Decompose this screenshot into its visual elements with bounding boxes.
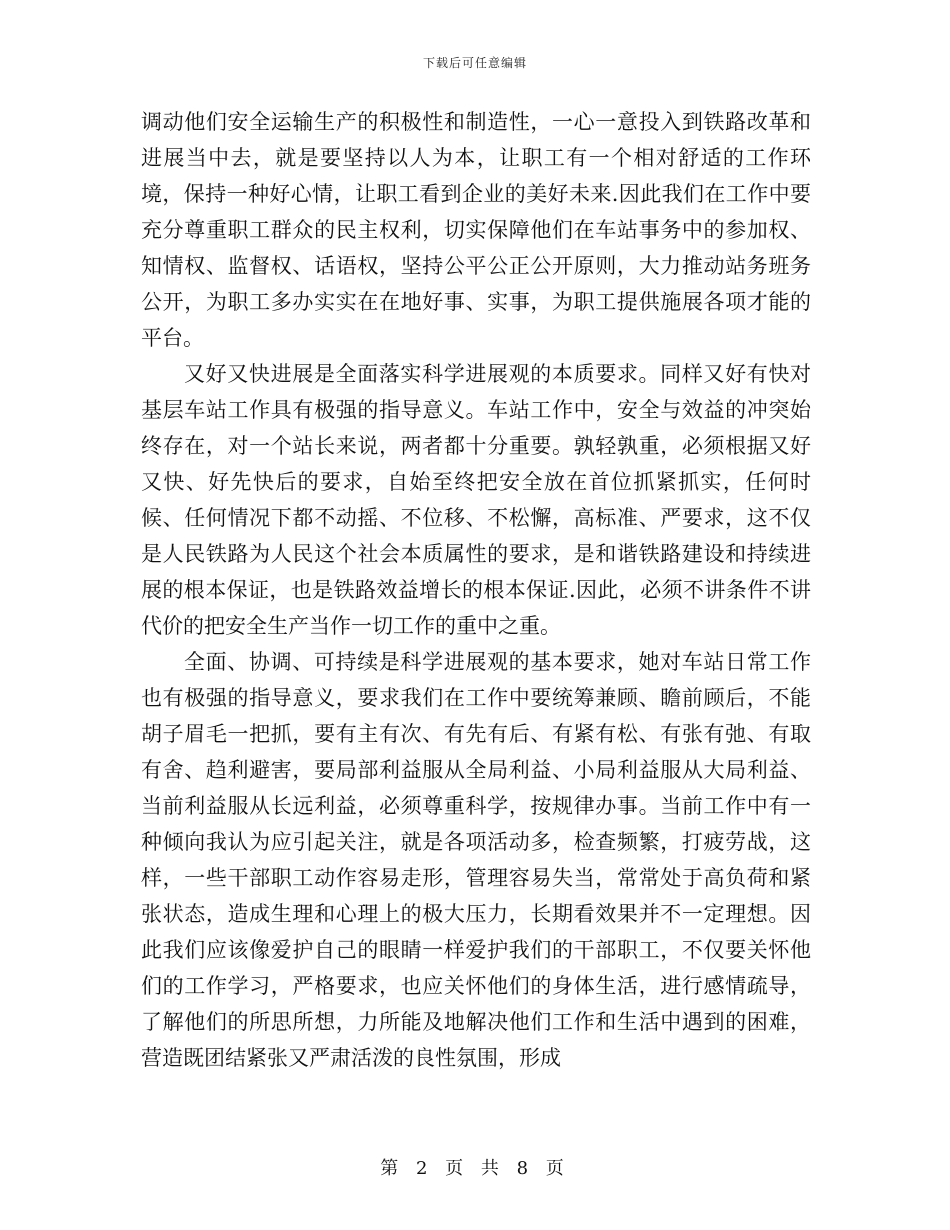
header-note: 下载后可任意编辑	[422, 56, 527, 70]
page-number: 第 2 页 共 8 页	[380, 1158, 570, 1179]
paragraph-1: 调动他们安全运输生产的积极性和制造性，一心一意投入到铁路改革和进展当中去，就是要坚持以人为本，让职工有一个相对舒适的工作环境，保持一种好心情，让职工看到企业的美好未来.因此我们在工作中要充分尊重职工群众的民主权利，切实保障他们在车站事务中的参加权、知情权、监督权、话语权，坚持公平公正公开原则，大力推动站务班务公开，为职工多办实实在在地好事、实事，为职工提供施展各项才能的平台。	[141, 110, 811, 350]
paragraph-2: 又好又快进展是全面落实科学进展观的本质要求。同样又好有快对基层车站工作具有极强的指导意义。车站工作中，安全与效益的冲突始终存在，对一个站长来说，两者都十分重要。孰轻孰重，必须根据又好又快、好先快后的要求，自始至终把安全放在首位抓紧抓实，任何时候、任何情况下都不动摇、不位移、不松懈，高标准、严要求，这不仅是人民铁路为人民这个社会本质属性的要求，是和谐铁路建设和持续进展的根本保证，也是铁路效益增长的根本保证.因此，必须不讲条件不讲代价的把安全生产当作一切工作的重中之重。	[141, 362, 811, 638]
body-text	[141, 104, 811, 1076]
paragraph-3: 全面、协调、可持续是科学进展观的基本要求，她对车站日常工作也有极强的指导意义，要求我们在工作中要统筹兼顾、瞻前顾后，不能胡子眉毛一把抓，要有主有次、有先有后、有紧有松、有张有弛、有取有舍、趋利避害，要局部利益服从全局利益、小局利益服从大局利益、当前利益服从长远利益，必须尊重科学，按规律办事。当前工作中有一种倾向我认为应引起关注，就是各项活动多，检查频繁，打疲劳战，这样，一些干部职工动作容易走形，管理容易失当，常常处于高负荷和紧张状态，造成生理和心理上的极大压力，长期看效果并不一定理想。因此我们应该像爱护自己的眼睛一样爱护我们的干部职工，不仅要关怀他们的工作学习，严格要求，也应关怀他们的身体生活，进行感情疏导，了解他们的所思所想，力所能及地解决他们工作和生活中遇到的困难，营造既团结紧张又严肃活泼的良性氛围，形成	[141, 650, 811, 1070]
